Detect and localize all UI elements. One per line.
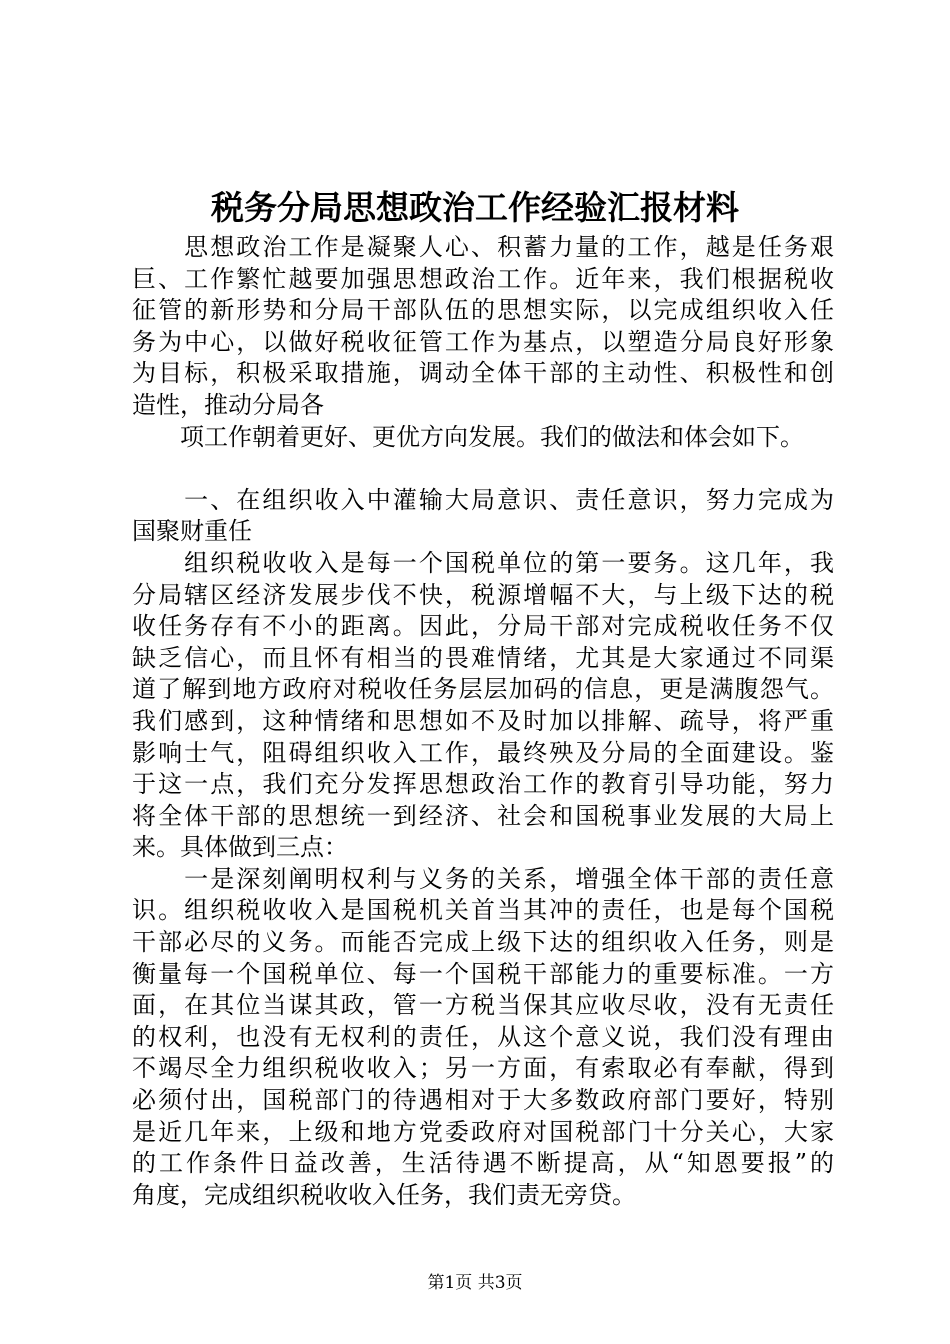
text-line: 是近几年来，上级和地方党委政府对国税部门十分关心，大家 [132,1117,834,1146]
text-line: 将全体干部的思想统一到经济、社会和国税事业发展的大局上 [132,801,834,830]
text-line: 来。具体做到三点： [132,833,348,862]
text-line: 国聚财重任 [132,517,252,546]
text-line: 的工作条件日益改善，生活待遇不断提高，从“知恩要报”的 [132,1149,834,1178]
text-line: 影响士气，阻碍组织收入工作，最终殃及分局的全面建设。鉴 [132,738,834,767]
text-line: 的权利，也没有无权利的责任，从这个意义说，我们没有理由 [132,1022,834,1051]
text-line: 面，在其位当谋其政，管一方税当保其应收尽收，没有无责任 [132,991,834,1020]
text-line: 不竭尽全力组织税收收入；另一方面，有索取必有奉献，得到 [132,1054,834,1083]
text-line: 分局辖区经济发展步伐不快，税源增幅不大，与上级下达的税 [132,580,834,609]
text-line: 于这一点，我们充分发挥思想政治工作的教育引导功能，努力 [132,770,834,799]
text-line: 务为中心，以做好税收征管工作为基点，以塑造分局良好形象 [132,327,834,356]
text-line: 造性，推动分局各 [132,390,324,419]
text-line: 角度，完成组织税收收入任务，我们责无旁贷。 [132,1180,636,1209]
text-line: 衡量每一个国税单位、每一个国税干部能力的重要标准。一方 [132,959,834,988]
paragraph-gap [132,453,834,485]
text-line: 一是深刻阐明权利与义务的关系，增强全体干部的责任意 [132,864,834,893]
text-line: 一、在组织收入中灌输大局意识、责任意识，努力完成为 [132,485,834,514]
text-line: 征管的新形势和分局干部队伍的思想实际，以完成组织收入任 [132,296,834,325]
text-line: 项工作朝着更好、更优方向发展。我们的做法和体会如下。 [132,422,804,451]
text-line: 道了解到地方政府对税收任务层层加码的信息，更是满腹怨气。 [132,675,834,704]
text-line: 必须付出，国税部门的待遇相对于大多数政府部门要好，特别 [132,1086,834,1115]
text-line: 巨、工作繁忙越要加强思想政治工作。近年来，我们根据税收 [132,264,834,293]
text-line: 收任务存有不小的距离。因此，分局干部对完成税收任务不仅 [132,612,834,641]
text-line: 识。组织税收收入是国税机关首当其冲的责任，也是每个国税 [132,896,834,925]
page-footer: 第1页 共3页 [427,1273,523,1293]
text-line: 思想政治工作是凝聚人心、积蓄力量的工作，越是任务艰 [132,233,834,261]
text-line: 为目标，积极采取措施，调动全体干部的主动性、积极性和创 [132,359,834,388]
document-body [132,232,834,1211]
text-line: 缺乏信心，而且怀有相当的畏难情绪，尤其是大家通过不同渠 [132,643,834,672]
text-line: 组织税收收入是每一个国税单位的第一要务。这几年，我 [132,548,834,577]
text-line: 干部必尽的义务。而能否完成上级下达的组织收入任务，则是 [132,928,834,957]
document-title: 税务分局思想政治工作经验汇报材料 [211,188,739,227]
text-line: 我们感到，这种情绪和思想如不及时加以排解、疏导，将严重 [132,706,834,735]
